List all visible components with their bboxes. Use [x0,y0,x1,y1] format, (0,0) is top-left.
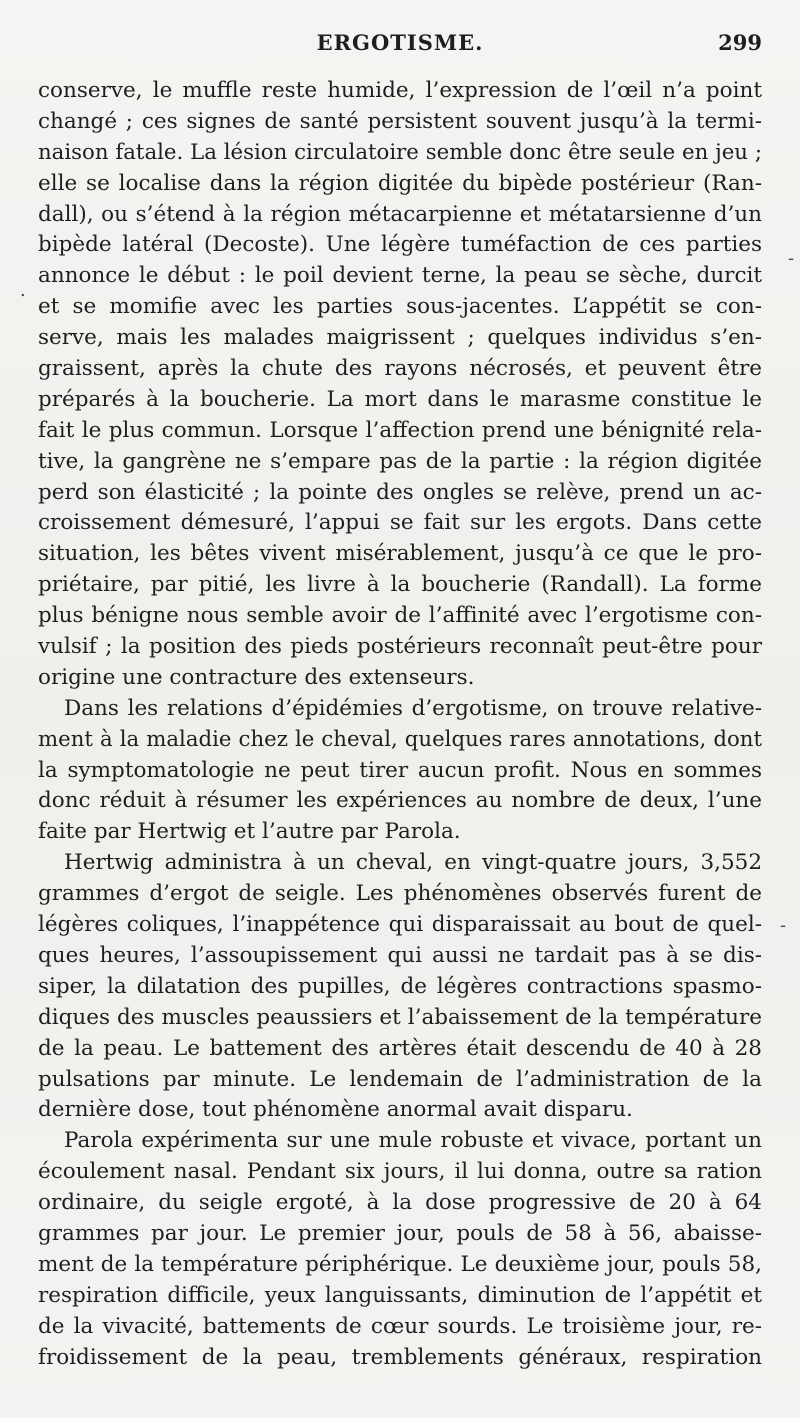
text-line: grammes par jour. Le premier jour, pouls de 58 à 56, abaisse- [38,1220,762,1246]
text-line: ordinaire, du seigle ergoté, à la dose progressive de 20 à 64 [38,1190,762,1216]
text-line: conserve, le muffle reste humide, l’expression de l’œil n’a point [38,78,762,103]
text-line: changé ; ces signes de santé persistent souvent jusqu’à la termi- [38,108,762,134]
text-line: perd son élasticité ; la pointe des ongles se relève, prend un ac- [38,479,762,505]
text-line: de la vivacité, battements de cœur sourds. Le troisième jour, re- [38,1313,762,1339]
page-header [38,30,762,60]
text-line: fait le plus commun. Lorsque l’affection prend une bénignité rela- [38,417,762,443]
margin-speck: - [780,915,787,936]
text-line: siper, la dilatation des pupilles, de légères contractions spasmo- [38,973,762,999]
paragraph-end-line: origine une contracture des extenseurs. [38,664,475,690]
page-number: 299 [718,30,762,55]
text-line: elle se localise dans la région digitée du bipède postérieur (Ran- [38,170,762,196]
text-line: et se momifie avec les parties sous-jacentes. L’appétit se con- [38,294,762,320]
text-line: ques heures, l’assoupissement qui aussi ne tardait pas à se dis- [38,942,762,968]
margin-speck: . [20,280,26,301]
text-line: respiration difficile, yeux languissants, diminution de l’appétit et [38,1282,762,1308]
paragraph-end-line: faite par Hertwig et l’autre par Parola. [38,819,461,845]
text-line: annonce le début : le poil devient terne, la peau se sèche, durcit [38,263,762,289]
text-line: ment de la température périphérique. Le deuxième jour, pouls 58, [38,1251,762,1277]
body-text [38,76,762,1373]
running-title: ERGOTISME. [316,30,484,55]
paragraph-start-line: Hertwig administra à un cheval, en vingt-quatre jours, 3,552 [64,850,762,876]
margin-speck: - [788,248,795,269]
text-line: écoulement nasal. Pendant six jours, il lui donna, outre sa ration [38,1159,762,1185]
text-line: priétaire, par pitié, les livre à la boucherie (Randall). La forme [38,572,762,598]
text-line: tive, la gangrène ne s’empare pas de la partie : la région digitée [38,448,762,474]
text-line: vulsif ; la position des pieds postérieurs reconnaît peut-être pour [38,634,762,660]
text-line: de la peau. Le battement des artères était descendu de 40 à 28 [38,1035,762,1061]
paragraph-start-line: Dans les relations d’épidémies d’ergotisme, on trouve relative- [64,695,762,721]
text-line: la symptomatologie ne peut tirer aucun profit. Nous en sommes [38,757,762,783]
text-line: plus bénigne nous semble avoir de l’affinité avec l’ergotisme con- [38,603,762,629]
text-line: diques des muscles peaussiers et l’abaissement de la température [38,1004,762,1030]
text-line: naison fatale. La lésion circulatoire semble donc être seule en jeu ; [38,139,762,165]
text-line: ment à la maladie chez le cheval, quelques rares annotations, dont [38,726,762,752]
text-line: grammes d’ergot de seigle. Les phénomènes observés furent de [38,881,762,907]
text-line: pulsations par minute. Le lendemain de l’administration de la [38,1066,762,1092]
text-line: légères coliques, l’inappétence qui disparaissait au bout de quel- [38,912,762,938]
text-line: froidissement de la peau, tremblements généraux, respiration [38,1344,762,1370]
text-line: dall), ou s’étend à la région métacarpienne et métatarsienne d’un [38,201,762,227]
text-line: préparés à la boucherie. La mort dans le marasme constitue le [38,386,762,412]
text-line: graissent, après la chute des rayons nécrosés, et peuvent être [38,356,762,382]
text-line: serve, mais les malades maigrissent ; quelques individus s’en- [38,325,762,351]
paragraph-end-line: dernière dose, tout phénomène anormal avait disparu. [38,1097,633,1123]
text-line: situation, les bêtes vivent misérablement, jusqu’à ce que le pro- [38,541,762,567]
paragraph-start-line: Parola expérimenta sur une mule robuste et vivace, portant un [64,1128,762,1154]
text-line: croissement démesuré, l’appui se fait sur les ergots. Dans cette [38,510,762,536]
text-line: bipède latéral (Decoste). Une légère tuméfaction de ces parties [38,232,762,258]
text-line: donc réduit à résumer les expériences au nombre de deux, l’une [38,788,762,814]
